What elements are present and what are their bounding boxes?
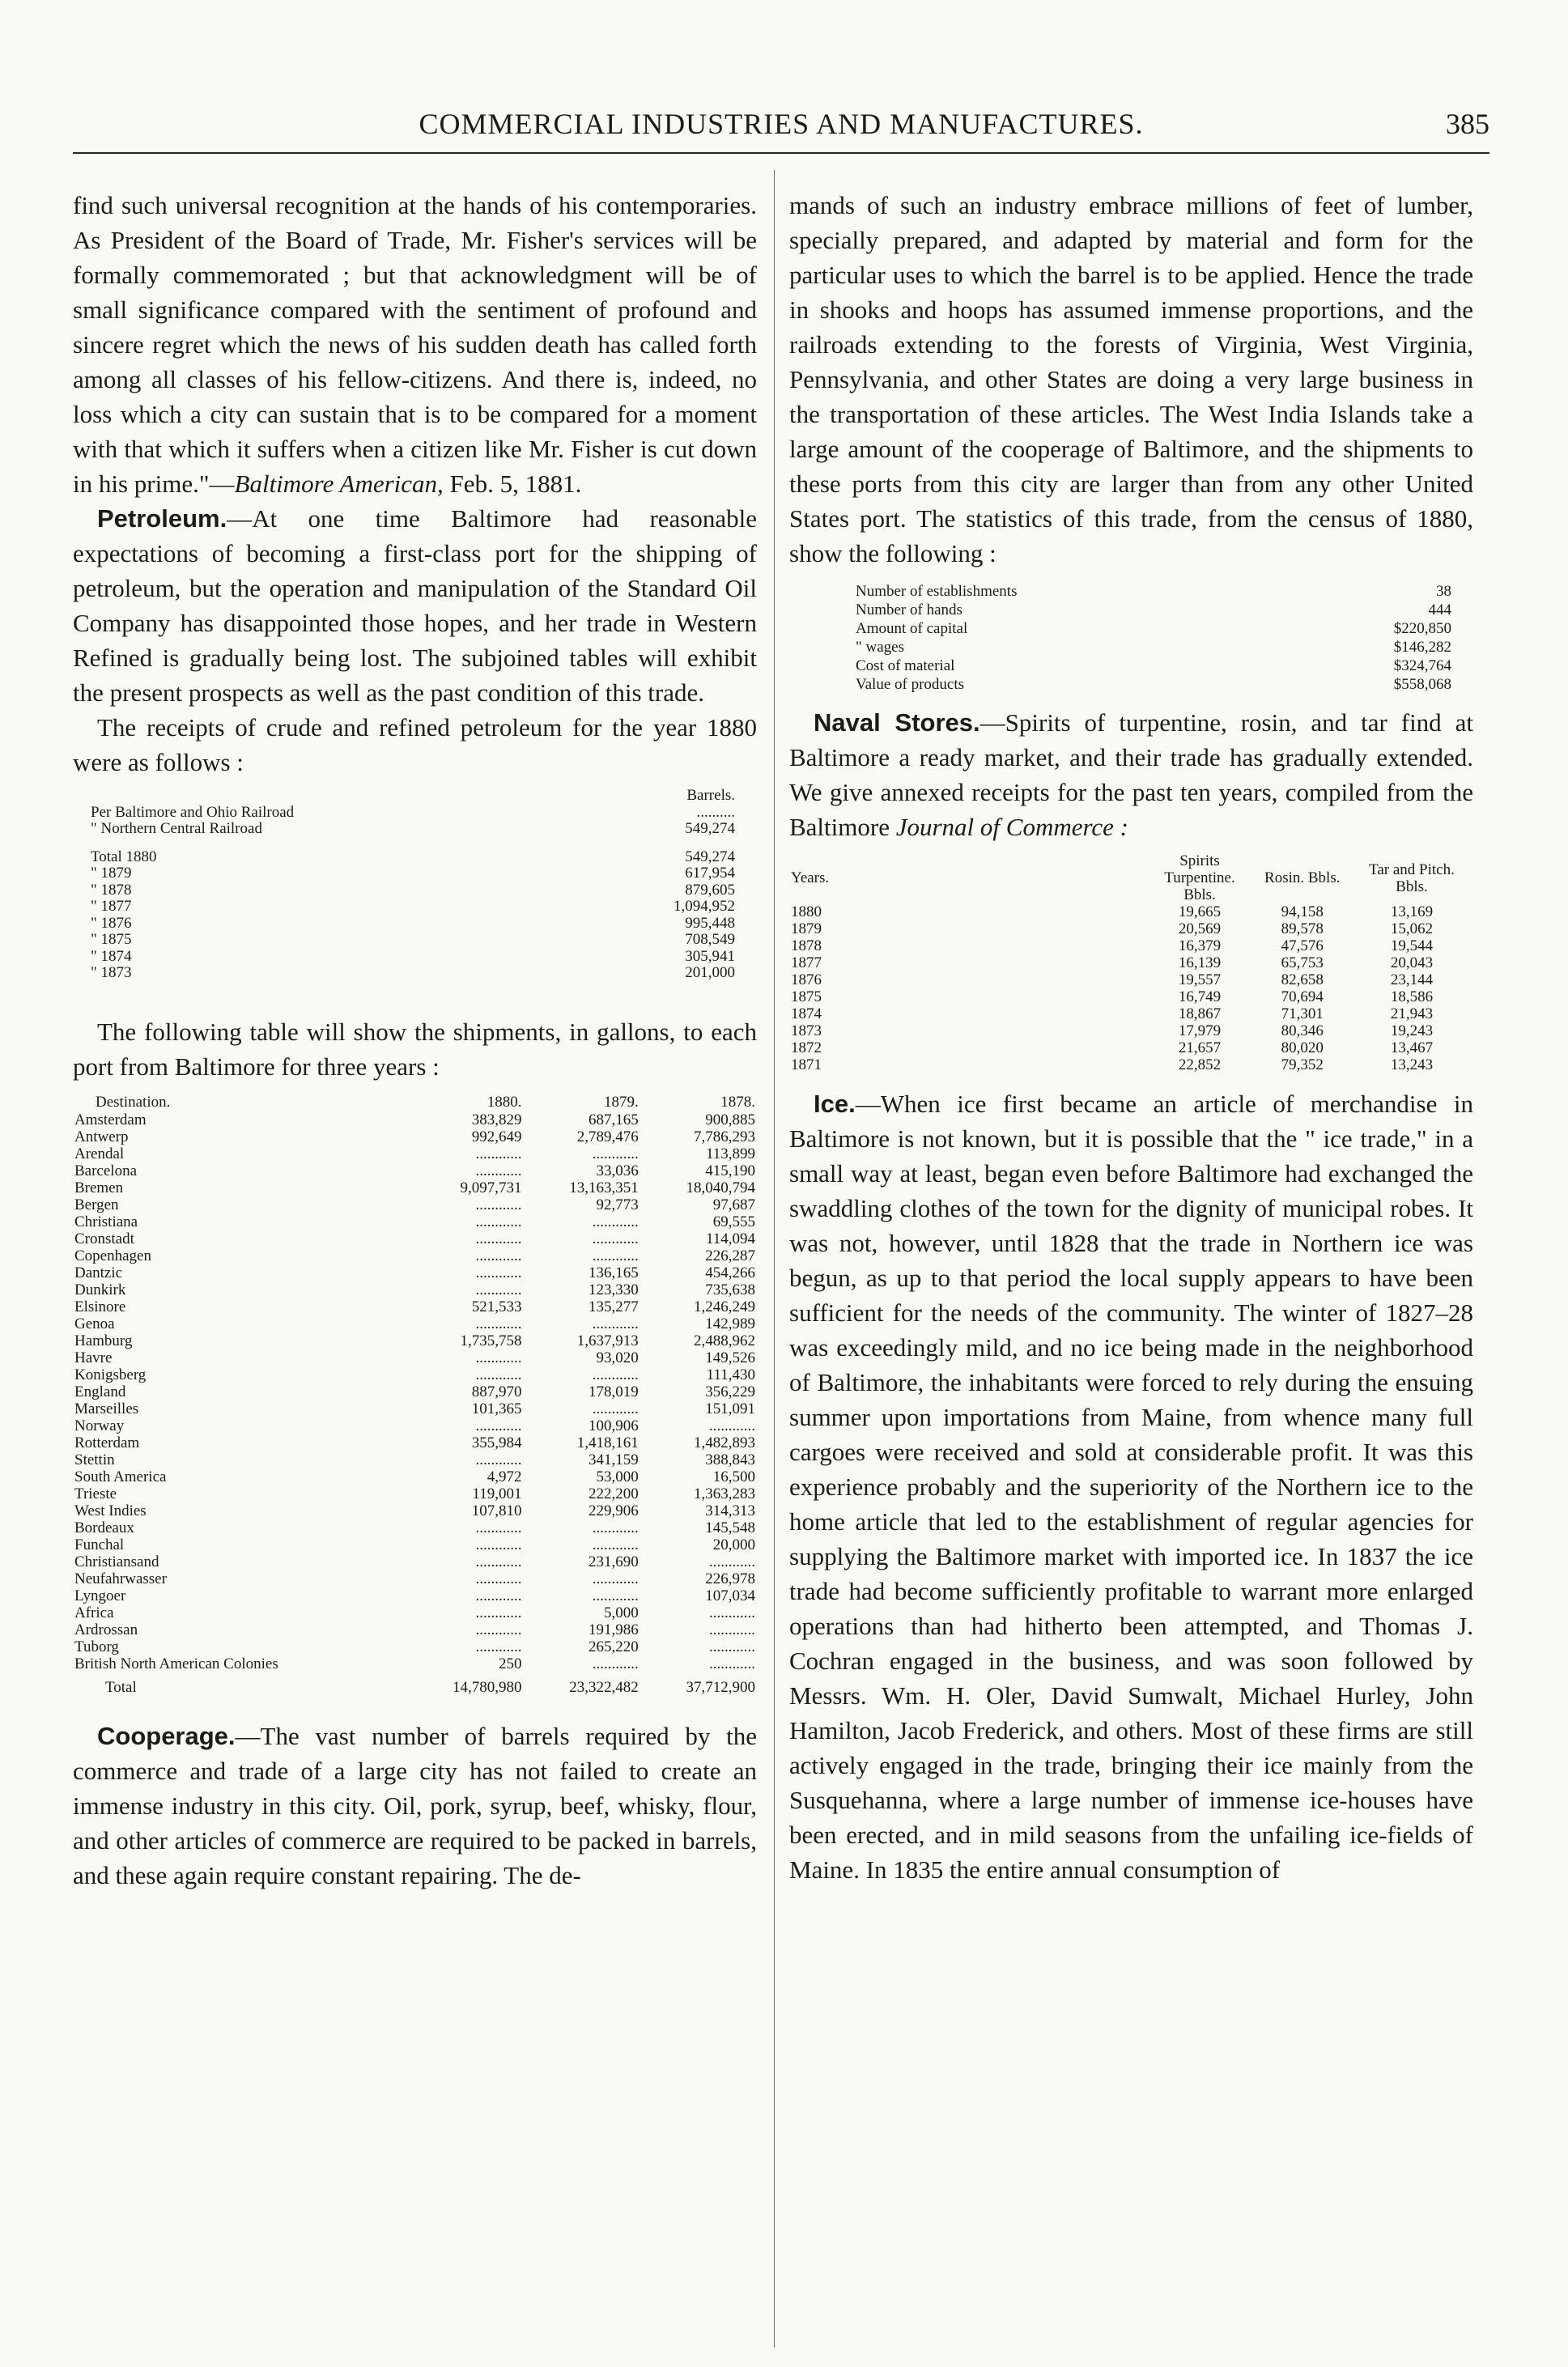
table-row: Havre ............ 93,020 149,526 — [74, 1349, 755, 1366]
column-header: Destination. — [96, 1093, 171, 1111]
cooperage-paragraph — [73, 1719, 757, 1893]
table-row: 1880 19,665 94,158 13,169 — [791, 903, 1434, 920]
shipments-intro: The following table will show the shipments, in gallons, to each port from Baltimore for three years : — [73, 1017, 757, 1081]
table-row: " 1878 879,605 — [91, 881, 735, 899]
table-row: 1874 18,867 71,301 21,943 — [791, 1005, 1434, 1022]
table-row: Hamburg 1,735,758 1,637,913 2,488,962 — [74, 1332, 755, 1349]
page-number: 385 — [1446, 108, 1489, 140]
table-row: Stettin ............ 341,159 388,843 — [74, 1451, 755, 1468]
intro-text: find such universal recognition at the hands of his contemporaries. As President of the Board of Trade, Mr. Fisher's services will be formally commemorated ; but that acknowledgment will be of small significance compared with the sentiment of profound and sincere regret which the news of his sudden death has called forth among all classes of his fellow-citizens. And there is, indeed, no loss which a city can sustain that is to be compared for a moment with that which it suffers when a citizen like Mr. Fisher is cut down in his prime."— — [73, 191, 757, 498]
column-header: 1878. — [720, 1093, 755, 1111]
table-row: " 1873 201,000 — [91, 964, 735, 981]
table-row: 1877 16,139 65,753 20,043 — [791, 954, 1434, 971]
intro-source: Baltimore American, — [234, 470, 444, 498]
table-row: 1876 19,557 82,658 23,144 — [791, 971, 1434, 988]
table-row: Africa ............ 5,000 ............ — [74, 1604, 755, 1621]
naval-stores-text: —Spirits of turpentine, rosin, and tar find at Baltimore a ready market, and their trade has gradually extended. We give annexed receipts for the past ten years, compiled from the Baltimore — [789, 708, 1473, 841]
receipts-intro: The receipts of crude and refined petroleum for the year 1880 were as follows : — [73, 713, 757, 776]
naval-stores-heading: Naval Stores. — [814, 708, 980, 737]
cooperage-continued: mands of such an industry embrace millions of feet of lumber, specially prepared, and adapted by material and form for the particular uses to which the barrel is to be applied. Hence the trade in shooks and hoops has assumed immense proportions, and the railroads extending to the forests of Virginia, West Virginia, Pennsylvania, and other States are doing a very large business in the transportation of these articles. The West India Islands take a large amount of the cooperage of Baltimore, and the shipments to these ports from this city are larger than from any other United States port. The statistics of this trade, from the census of 1880, show the following : — [789, 191, 1473, 567]
table-row: Ardrossan ............ 191,986 ............ — [74, 1621, 755, 1638]
ice-paragraph — [789, 1086, 1473, 1887]
table-row: British North American Colonies 250 ............ ............ — [74, 1655, 755, 1672]
table-row: Rotterdam 355,984 1,418,161 1,482,893 — [74, 1434, 755, 1451]
table-row: Dunkirk ............ 123,330 735,638 — [74, 1281, 755, 1298]
naval-stores-table — [789, 852, 1473, 1073]
table-row: Bergen ............ 92,773 97,687 — [74, 1196, 755, 1213]
table-row: Konigsberg ............ ............ 111,430 — [74, 1366, 755, 1383]
cooperage-text: —The vast number of barrels required by the commerce and trade of a large city has not failed to create an immense industry in this city. Oil, pork, syrup, beef, whisky, flour, and other articles of commerce are required to be packed in barrels, and these again require constant repairing. The de- — [73, 1721, 757, 1889]
table-row: 1871 22,852 79,352 13,243 — [791, 1056, 1434, 1073]
table-row: " wages $146,282 — [856, 639, 1451, 656]
column-header: Tar and Pitch. Bbls. — [1369, 861, 1455, 895]
table-row: Christiana ............ ............ 69,555 — [74, 1213, 755, 1230]
table-row: 1873 17,979 80,346 19,243 — [791, 1022, 1434, 1039]
ice-text: —When ice first became an article of merchandise in Baltimore is not known, but it is possible that the " ice trade," in a small way at least, began even before Baltimore had exchanged the swaddling clothes of the town for the dignity of municipal robes. It was not, however, until 1828 that the trade in Northern ice was begun, as up to that period the local supply appears to have been sufficient for the needs of the community. The winter of 1827–28 was exceedingly mild, and no ice being made in the neighborhood of Baltimore, the inhabitants were forced to rely during the ensuing summer upon importations from Maine, from whence many full cargoes were received and sold at considerable profit. It was this experience probably and the superiority of the Northern ice to the home article that led to the establishment of regular agencies for supplying the Baltimore market with imported ice. In 1837 the ice trade had become sufficiently profitable to warrant more enlarged operations than had hitherto been attempted, and Thomas J. Cochran engaged in the business, and was soon followed by Messrs. Wm. H. Oler, David Sumwalt, Michael Hurley, John Hamilton, Jacob Frederick, and others. Most of these firms are still actively engaged in the trade, bringing their ice mainly from the Susquehanna, where a large number of immense ice-houses have been erected, and in mild seasons from the unfailing ice-fields of Maine. In 1835 the entire annual consumption of — [789, 1090, 1473, 1884]
column-header: 1879. — [603, 1093, 639, 1111]
table-row: Bordeaux ............ ............ 145,548 — [74, 1519, 755, 1536]
shipments-table — [73, 1094, 757, 1696]
table-row: Tuborg ............ 265,220 ............ — [74, 1638, 755, 1655]
naval-stores-source: Journal of Commerce : — [895, 813, 1128, 841]
table-row: Funchal ............ ............ 20,000 — [74, 1536, 755, 1553]
table-row: Antwerp 992,649 2,789,476 7,786,293 — [74, 1128, 755, 1145]
table-row: Marseilles 101,365 ............ 151,091 — [74, 1400, 755, 1417]
table-row: " Northern Central Railroad 549,274 — [91, 820, 735, 837]
table-row: Trieste 119,001 222,200 1,363,283 — [74, 1485, 755, 1502]
table-row: Arendal ............ ............ 113,899 — [74, 1145, 755, 1162]
table-row: Cronstadt ............ ............ 114,094 — [74, 1230, 755, 1247]
table-row: Per Baltimore and Ohio Railroad .......... — [91, 803, 735, 821]
table-row: Value of products $558,068 — [856, 676, 1451, 693]
census-table — [854, 582, 1453, 694]
running-title: COMMERCIAL INDUSTRIES AND MANUFACTURES. — [419, 108, 1144, 140]
table-row: Lyngoer ............ ............ 107,034 — [74, 1587, 755, 1604]
column-header: Rosin. Bbls. — [1264, 869, 1341, 886]
table-row: 1878 16,379 47,576 19,544 — [791, 937, 1434, 954]
intro-paragraph — [73, 188, 757, 501]
receipts-header: Barrels. — [686, 787, 735, 804]
table-row: Neufahrwasser ............ ............ 226,978 — [74, 1570, 755, 1587]
table-row: Bremen 9,097,731 13,163,351 18,040,794 — [74, 1179, 755, 1196]
table-row: " 1876 995,448 — [91, 914, 735, 932]
table-row: 1879 20,569 89,578 15,062 — [791, 920, 1434, 937]
table-row: Cost of material $324,764 — [856, 657, 1451, 674]
table-row: West Indies 107,810 229,906 314,313 — [74, 1502, 755, 1519]
cooperage-heading: Cooperage. — [97, 1721, 236, 1750]
shipments-total-row: Total 14,780,980 23,322,482 37,712,900 — [105, 1678, 755, 1696]
table-row: Norway ............ 100,906 ............ — [74, 1417, 755, 1434]
receipts-table — [89, 788, 737, 982]
table-row: Amount of capital $220,850 — [856, 620, 1451, 637]
table-row: Elsinore 521,533 135,277 1,246,249 — [74, 1298, 755, 1315]
table-row: Dantzic ............ 136,165 454,266 — [74, 1264, 755, 1281]
table-row: Amsterdam 383,829 687,165 900,885 — [74, 1111, 755, 1128]
table-row: Christiansand ............ 231,690 ............ — [74, 1553, 755, 1570]
column-header: Years. — [791, 869, 830, 886]
table-row: 1872 21,657 80,020 13,467 — [791, 1039, 1434, 1056]
petroleum-heading: Petroleum. — [97, 504, 227, 533]
table-row: Number of establishments 38 — [856, 583, 1451, 600]
intro-date: Feb. 5, 1881. — [443, 470, 582, 498]
table-row: Number of hands 444 — [856, 601, 1451, 618]
left-column — [73, 188, 757, 2341]
table-row: " 1877 1,094,952 — [91, 898, 735, 915]
column-divider — [774, 170, 775, 2348]
column-header: Spirits Turpentine. Bbls. — [1164, 852, 1235, 903]
table-row: " 1879 617,954 — [91, 865, 735, 882]
table-row: 1875 16,749 70,694 18,586 — [791, 988, 1434, 1005]
table-row: Barcelona ............ 33,036 415,190 — [74, 1162, 755, 1179]
ice-heading: Ice. — [814, 1090, 856, 1118]
table-row: " 1875 708,549 — [91, 931, 735, 948]
table-row: South America 4,972 53,000 16,500 — [74, 1468, 755, 1485]
table-row: England 887,970 178,019 356,229 — [74, 1383, 755, 1400]
table-row: Copenhagen ............ ............ 226,287 — [74, 1247, 755, 1264]
table-row: Genoa ............ ............ 142,989 — [74, 1315, 755, 1332]
right-column — [789, 188, 1473, 2341]
column-header: 1880. — [487, 1093, 522, 1111]
naval-stores-paragraph — [789, 705, 1473, 844]
running-header — [73, 107, 1489, 154]
table-row: Total 1880 549,274 — [91, 848, 735, 865]
petroleum-paragraph — [73, 501, 757, 710]
petroleum-text: —At one time Baltimore had reasonable expectations of becoming a first-class port for the shipping of petroleum, but the operation and manipulation of the Standard Oil Company has disappointed those hopes, and her trade in Western Refined is gradually being lost. The subjoined tables will exhibit the present prospects as well as the past condition of this trade. — [73, 504, 757, 707]
table-row: " 1874 305,941 — [91, 947, 735, 965]
